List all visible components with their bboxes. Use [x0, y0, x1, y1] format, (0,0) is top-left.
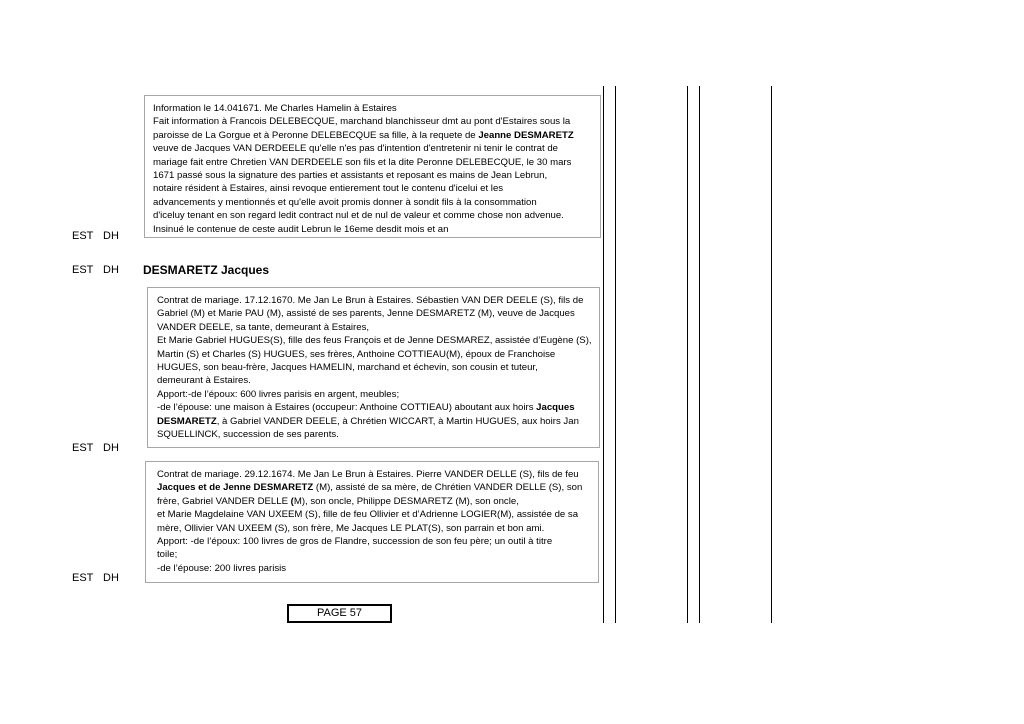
- text-segment: Martin (S) et Charles (S) HUGUES, ses frères, Anthoine COTTIEAU(M), époux de Franchoise: [157, 348, 556, 360]
- dh-label: DH: [103, 264, 119, 276]
- text-line: [157, 415, 599, 428]
- text-line: [157, 334, 599, 347]
- text-line: [153, 182, 600, 195]
- text-segment: Contrat de mariage. 17.12.1670. Me Jan Le Brun à Estaires. Sébastien VAN DER DEELE (S), fils de: [157, 295, 584, 306]
- text-line: [157, 548, 598, 561]
- text-line: [153, 115, 600, 128]
- text-line: [153, 169, 600, 182]
- text-segment: Apport: -de l’époux: 100 livres de gros de Flandre, succession de son feu père; un outil à titre: [157, 536, 553, 548]
- text-segment: Apport:-de l’époux: 600 livres parisis en argent, meubles;: [157, 388, 400, 400]
- text-segment: Contrat de mariage. 29.12.1674. Me Jan Le Brun à Estaires. Pierre VANDER DELLE (S), fils de feu: [157, 469, 579, 480]
- text-segment: paroisse de La Gorgue et à Peronne DELEBECQUE sa fille, à la requete de: [153, 129, 479, 141]
- text-segment: advancements y mentionnés et qu'elle avoit promis donner à sondit fils à la consommation: [153, 196, 537, 208]
- dh-label: DH: [103, 442, 119, 454]
- text-line: [157, 428, 599, 441]
- text-line: [157, 321, 599, 334]
- bold-text: (: [290, 495, 294, 507]
- text-segment: mère, Ollivier VAN UXEEM (S), son frère, Me Jacques LE PLAT(S), son parrain et bon ami.: [157, 522, 545, 534]
- text-line: [157, 562, 598, 575]
- text-line: [157, 401, 599, 414]
- text-line: [157, 495, 598, 508]
- bold-text: Jacques et de Jenne DESMARETZ: [157, 482, 314, 494]
- text-segment: toile;: [157, 549, 178, 561]
- text-line: [153, 129, 600, 142]
- vertical-rule: [603, 86, 604, 623]
- text-segment: Information le 14.041671. Me Charles Hamelin à Estaires: [153, 103, 397, 114]
- text-segment: mariage fait entre Chretien VAN DERDEELE son fils et la dite Peronne DELEBECQUE, le 30 mars: [153, 156, 572, 168]
- est-label: EST: [72, 264, 94, 276]
- text-segment: SQUELLINCK, succession de ses parents.: [157, 429, 339, 441]
- text-line: [157, 481, 598, 494]
- text-segment: VANDER DEELE, sa tante, demeurant à Estaires,: [157, 321, 370, 333]
- vertical-rule: [771, 86, 772, 623]
- person-heading: DESMARETZ Jacques: [143, 263, 270, 277]
- text-segment: , à Gabriel VANDER DEELE, à Chrétien WICCART, à Martin HUGUES, aux hoirs Jan: [216, 415, 579, 427]
- dh-label: DH: [103, 572, 119, 584]
- text-segment: Gabriel (M) et Marie PAU (M), assisté de ses parents, Jenne DESMARETZ (M), veuve de Jacques: [157, 308, 575, 320]
- text-segment: -de l’épouse: une maison à Estaires (occupeur: Anthoine COTTIEAU) aboutant aux hoirs: [157, 402, 537, 414]
- text-segment: HUGUES, son beau-frère, Jacques HAMELIN, marchand et échevin, son cousin et tuteur,: [157, 362, 538, 374]
- text-line: [153, 196, 600, 209]
- text-line: [153, 142, 600, 155]
- text-line: [153, 223, 600, 236]
- text-segment: frère, Gabriel VANDER DELLE: [157, 495, 291, 507]
- text-line: [153, 209, 600, 222]
- text-segment: Fait information à Francois DELEBECQUE, marchand blanchisseur dmt au pont d'Estaires sous la: [153, 116, 571, 128]
- entry-contract-1674: [145, 461, 599, 583]
- text-segment: Et Marie Gabriel HUGUES(S), fille des feus François et de Jenne DESMAREZ, assistée d’Eugène (S),: [157, 335, 592, 347]
- dh-label: DH: [103, 230, 119, 242]
- text-segment: d'iceluy tenant en son regard ledit contract nul et de nul de valeur et comme chose non advenue.: [153, 210, 564, 222]
- text-line: [157, 508, 598, 521]
- text-line: [153, 102, 600, 115]
- page-number: PAGE 57: [316, 607, 363, 619]
- text-line: [157, 522, 598, 535]
- text-line: [157, 307, 599, 320]
- vertical-rule: [687, 86, 688, 623]
- est-label: EST: [72, 572, 94, 584]
- text-line: [157, 468, 598, 481]
- entry-information-1671: [144, 95, 601, 238]
- text-segment: -de l’épouse: 200 livres parisis: [157, 562, 287, 574]
- text-segment: M), son oncle, Philippe DESMARETZ (M), son oncle,: [293, 495, 519, 507]
- text-segment: veuve de Jacques VAN DERDEELE qu'elle n'es pas d'intention d'entretenir ni tenir le contrat de: [153, 143, 558, 155]
- text-segment: demeurant à Estaires.: [157, 375, 251, 387]
- bold-text: Jeanne DESMARETZ: [478, 129, 574, 141]
- text-line: [157, 361, 599, 374]
- vertical-rule: [615, 86, 616, 623]
- text-segment: et Marie Magdelaine VAN UXEEM (S), fille de feu Ollivier et d’Adrienne LOGIER(M), assistée de sa: [157, 509, 579, 521]
- page-number-box: [287, 604, 392, 623]
- text-segment: 1671 passé sous la signature des parties et assistants et reposant es mains de Jean Lebrun,: [153, 170, 548, 182]
- text-line: [157, 388, 599, 401]
- bold-text: DESMARETZ: [157, 415, 217, 427]
- vertical-rule: [699, 86, 700, 623]
- text-segment: (M), assisté de sa mère, de Chrétien VANDER DELLE (S), son: [313, 482, 583, 494]
- entry-contract-1670: [147, 287, 600, 448]
- text-line: [153, 156, 600, 169]
- est-label: EST: [72, 230, 94, 242]
- text-segment: notaire résident à Estaires, ainsi revoque entierement tout le contenu d'icelui et les: [153, 183, 504, 195]
- text-line: [157, 348, 599, 361]
- text-line: [157, 535, 598, 548]
- text-line: [157, 374, 599, 387]
- text-line: [157, 294, 599, 307]
- est-label: EST: [72, 442, 94, 454]
- bold-text: Jacques: [536, 402, 575, 414]
- text-segment: Insinué le contenue de ceste audit Lebrun le 16eme desdit mois et an: [153, 223, 449, 235]
